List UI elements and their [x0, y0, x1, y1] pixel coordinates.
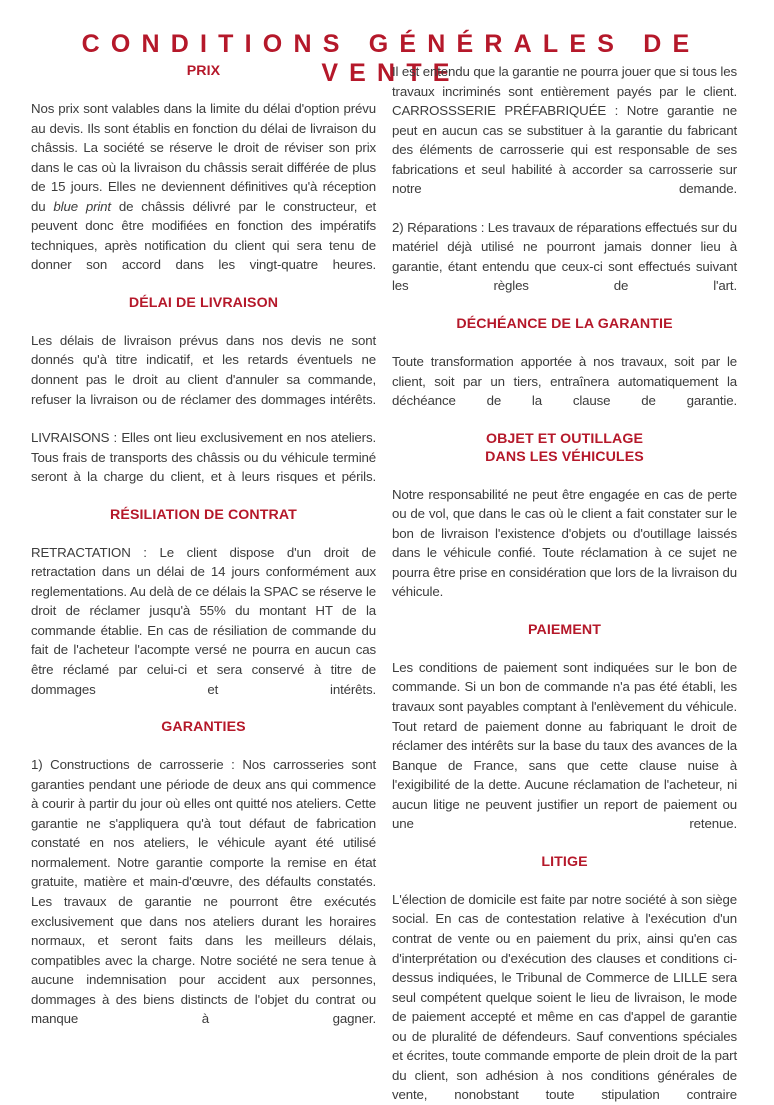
objet-heading-line2: DANS LES VÉHICULES — [485, 448, 644, 465]
section-text-objet: Notre responsabilité ne peut être engagée en cas de perte ou de vol, que dans le cas où le client a fait constater sur le bon de livraison l'existence d'objets ou d'outillage laissés dans le véhicule confié. Toute réclamation à ce sujet ne pourra être prise en considération que lors de la livraison du véhicule. — [392, 486, 737, 600]
page-title: CONDITIONS GÉNÉRALES DE VENTE — [81, 30, 701, 87]
section-text-paiement: Les conditions de paiement sont indiquées sur le bon de commande. Si un bon de commande n'a pas été établi, les travaux sont payables comptant à l'enlèvement du véhicule. Tout retard de paiement donne au fabriquant le droit de réclamer des intérêts sur la base du taux des avances de la Banque de France, sans que cette clause nuise à l'exigibilité de la dette. Aucune réclamation de l'acheteur, ni aucun litige ne peuvent justifier un report de paiement ou une retenue. — [392, 659, 737, 832]
section-heading-objet — [392, 430, 737, 466]
section-text-delai-2: LIVRAISONS : Elles ont lieu exclusivement en nos ateliers. Tous frais de transports des châssis ou du véhicule terminé seront à la charge du client, et à leurs risques et périls. — [31, 430, 376, 485]
right-column — [392, 62, 737, 1105]
prix-text-part2: de châssis délivré par le constructeur, et peuvent donc être modifiées en fonction des impératifs techniques, après notification du client qui sera tenu de donner son accord dans les vingt-quatre heures. — [31, 198, 376, 273]
section-heading-prix: PRIX — [186, 63, 221, 79]
prix-text-italic: blue print — [53, 198, 111, 214]
prix-text-part1: Nos prix sont valables dans la limite du délai d'option prévu au devis. Ils sont établis en fonction du délai de livraison du châssis. La société se réserve le droit de réviser son prix dans le cas où la livraison du châssis serait différée de plus de 15 jours. Elles ne deviennent définitives qu'à réception du — [31, 101, 376, 214]
section-text-resiliation: RETRACTATION : Le client dispose d'un droit de retractation dans un délai de 14 jours conformément aux reglementations. Au delà de ce délais la SPAC se réserve le droit de réclamer jusqu'à 55% du montant HT de la commande établie. En cas de résiliation de commande du fait de l'acheteur l'acompte versé ne pourra en aucun cas être réclamé par celui-ci et sera conservé à titre de dommages et intérêts. — [31, 544, 376, 697]
section-text-decheance: Toute transformation apportée à nos travaux, soit par le client, soit par un tiers, entraînera automatiquement la déchéance de la clause de garantie. — [392, 354, 737, 409]
objet-heading-line1: OBJET ET OUTILLAGE — [485, 430, 644, 447]
section-text-prix — [31, 99, 376, 275]
section-text-litige: L'élection de domicile est faite par notre société à son siège social. En cas de contestation relative à l'exécution d'un contrat de vente ou en paiement du prix, ainsi qu'en cas d'interprétation ou d'exécution des clauses et conditions ci-dessus indiquées, le Tribunal de Commerce de LILLE sera seul compétent quelque soient le lieu de livraison, le mode de paiement accepté et même en cas d'appel de garantie ou de pluralité de défendeurs. Sauf conventions spéciales et écrites, toute commande emporte de plein droit de la part du client, son adhésion à nos conditions générales de vente, nonobstant toute stipulation contraire — [392, 891, 737, 1103]
section-text-garanties-3: 2) Réparations : Les travaux de réparations effectués sur du matériel déjà utilisé ne pourront jamais donner lieu à garantie, étant entendu que ceux-ci sont effectués suivant les règles de l'art. — [392, 219, 737, 294]
section-heading-resiliation: RÉSILIATION DE CONTRAT — [110, 506, 297, 523]
section-text-garanties-1: 1) Constructions de carrosserie : Nos carrosseries sont garanties pendant une période de deux ans qui commence à courir à partir du jour où elles ont quitté nos ateliers. Cette garantie ne s'appliquera qu'à tout défaut de fabrication constaté en nos ateliers, le véhicule ayant été utilisé normalement. Notre garantie comporte la remise en état gratuite, matière et main-d'œuvre, des défaults constatés. Les travaux de garantie ne pourront être exécutés exclusivement que dans nos ateliers durant les horaires normaux, et seront faits dans les meilleurs délais, compatibles avec la charge. Notre société ne sera tenue à aucune indemnisation pour accident aux personnes, dommages à des biens distincts de l'objet du contrat ou manque à gagner. — [31, 757, 376, 1027]
section-text-delai-1: Les délais de livraison prévus dans nos devis ne sont donnés qu'à titre indicatif, et les retards éventuels ne donnent pas le droit au client d'annuler sa commande, refuser la livraison ou de réclamer des dommages intérêts. — [31, 332, 376, 407]
section-heading-paiement: PAIEMENT — [527, 621, 602, 638]
section-heading-decheance: DÉCHÉANCE DE LA GARANTIE — [456, 316, 673, 333]
section-heading-garanties: GARANTIES — [161, 719, 246, 736]
section-text-garanties-2: Il est entendu que la garantie ne pourra jouer que si tous les travaux incriminés sont entièrement payés par le client. CARROSSSERIE PRÉFABRIQUÉE : Notre garantie ne peut en aucun cas se substituer à la garantie du fabricant des éléments de carrosserie qui est responsable de ses fabrications et seul habilité à accorder sa carrosserie sur notre demande. — [392, 64, 737, 197]
section-heading-delai: DÉLAI DE LIVRAISON — [128, 294, 279, 311]
section-heading-litige: LITIGE — [541, 853, 588, 870]
left-column — [31, 62, 376, 1029]
